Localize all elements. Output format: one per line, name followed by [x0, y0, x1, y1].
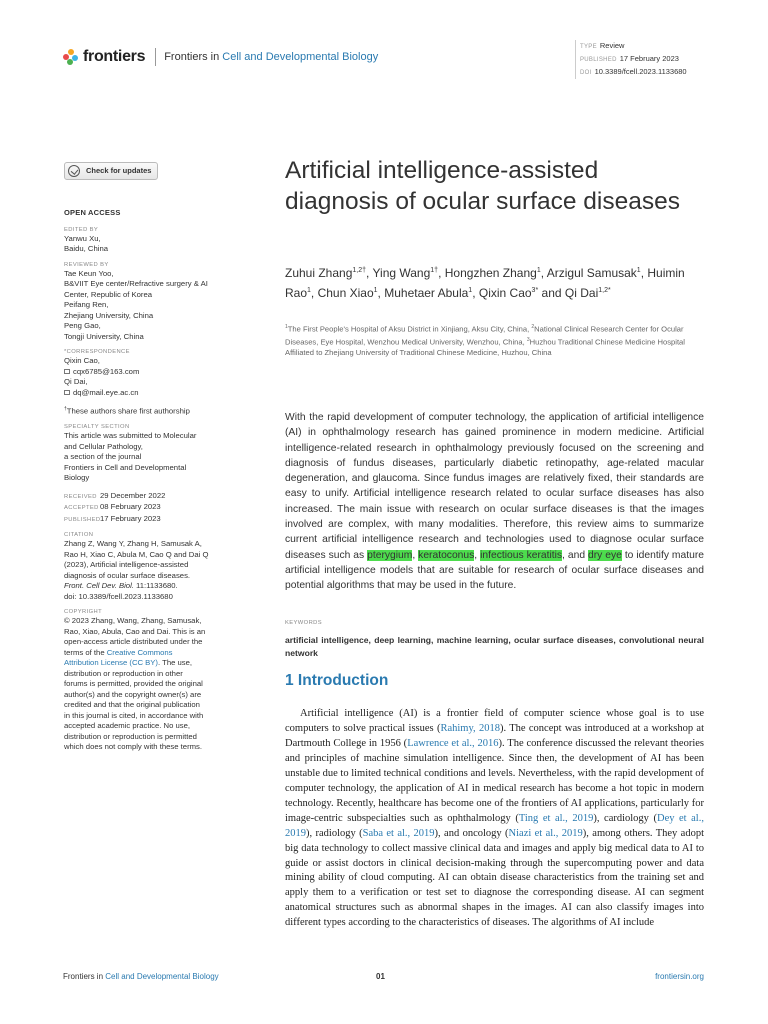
header-divider — [155, 48, 156, 66]
open-access-label: OPEN ACCESS — [64, 208, 121, 217]
keywords-label: KEYWORDS — [285, 620, 323, 626]
shared-authorship-note: †These authors share first authorship — [64, 406, 190, 416]
mail-icon — [64, 369, 70, 374]
check-for-updates-button[interactable] — [64, 162, 158, 180]
citation-link[interactable]: Dey et al., 2019 — [285, 812, 704, 839]
affiliations: $^1$The First People's Hospital of Aksu District in Xinjiang, Aksu City, China, $^2$National Clinical Research Center for Ocular Diseases, Eye Hospital, Wenzhou Medical University, Wenzhou, China, $^3$Huzhou Traditional Chinese Medicine Hospital Affiliated to Zhejiang University of Traditional Chinese Medicine, Huzhou, China — [285, 324, 685, 358]
citation-link[interactable]: Niazi et al., 2019 — [508, 827, 583, 839]
article-type: TYPE Review — [580, 41, 625, 50]
mail-icon — [64, 390, 70, 395]
footer-site-link[interactable]: frontiersin.org — [655, 972, 704, 981]
author[interactable]: Hongzhen Zhang$^1$ — [444, 266, 541, 280]
footer-journal[interactable]: Frontiers in Cell and Developmental Biology — [63, 972, 219, 981]
author[interactable]: Arzigul Samusak$^1$ — [546, 266, 641, 280]
citation-link[interactable]: Lawrence et al., 2016 — [407, 737, 499, 749]
citation-link[interactable]: Saba et al., 2019 — [362, 827, 435, 839]
abstract: With the rapid development of computer technology, the application of artificial intelligence (AI) in ophthalmology research has gained prominence in modern medicine. Artificial intelligence-related research in ophthalmology previously focused on the screening and diagnosis of fundus diseases, particularly diabetic retinopathy, age-related macular degeneration, and glaucoma. Since fundus images are relatively fixed, their standards are easy to unify. Artificial intelligence research related to ocular surface diseases has also increased. The main issue with research on ocular surface diseases is that the images involved are complex, with many modalities. Therefore, this review aims to summarize current artificial intelligence research and technologies used to diagnose ocular surface diseases such as pterygium, keratoconus, infectious keratitis, and dry eye to identify mature artificial intelligence models that are suitable for research of ocular surface diseases and potential algorithms that may be used in the future. — [285, 412, 704, 592]
author[interactable]: Zuhui Zhang$^{1,2\dagger}$ — [285, 266, 367, 280]
page-number: 01 — [376, 972, 385, 981]
frontiers-logo-icon — [63, 49, 79, 65]
email-link[interactable]: dq@mail.eye.ac.cn — [64, 388, 236, 399]
citation-link[interactable]: Ting et al., 2019 — [518, 812, 594, 824]
citation-label: CITATION — [64, 532, 94, 539]
author[interactable]: Ying Wang$^{1\dagger}$ — [372, 266, 439, 280]
article-published: PUBLISHED 17 February 2023 — [580, 54, 679, 63]
author[interactable]: Huimin Rao$^1$ — [285, 266, 685, 300]
copyright: © 2023 Zhang, Wang, Zhang, Samusak, Rao, Xiao, Abula, Cao and Dai. This is an open-access article distributed under the terms of the Creative Commons Attribution License (CC BY). The use, distribution or reproduction in other forums is permitted, provided the original author(s) and the copyright owner(s) are credited and that the original publication in this journal is cited, in accordance with accepted academic practice. No use, distribution or reproduction is permitted which does not comply with these terms. — [64, 616, 206, 752]
author[interactable]: Qixin Cao$^{3*}$ — [478, 286, 539, 300]
correspondence: Qixin Cao, cqx6785@163.com Qi Dai, dq@mail.eye.ac.cn — [64, 356, 236, 398]
specialty-section: This article was submitted to Molecular and Cellular Pathology, a section of the journal Frontiers in Cell and Developmental Biology — [64, 431, 197, 483]
author-list: Zuhui Zhang$^{1,2\dagger}$, Ying Wang$^{1\dagger}$, Hongzhen Zhang$^1$, Arzigul Samusak$^1$, Huimin Rao$^1$, Chun Xiao$^1$, Muhetaer Abula$^1$, Qixin Cao$^{3*}$ and Qi Dai$^{1,2*}$ — [285, 266, 685, 300]
journal-title: Cell and Developmental Biology — [222, 51, 379, 63]
journal-name[interactable] — [164, 51, 378, 63]
reviewed-by-label: REVIEWED BY — [64, 261, 109, 268]
frontiers-logo[interactable] — [63, 48, 378, 66]
edited-by: Yanwu Xu, Baidu, China — [64, 233, 109, 253]
highlight: dry eye — [588, 549, 622, 561]
sidebar — [64, 162, 236, 753]
article-meta — [575, 40, 687, 79]
correspondence-label: *CORRESPONDENCE — [64, 349, 130, 355]
license-link[interactable]: Attribution License (CC BY) — [64, 658, 158, 668]
body-paragraph: Artificial intelligence (AI) is a frontier field of computer science whose goal is to use computers to solve practical issues (Rahimy, 2018). The concept was introduced at a workshop at Dartmouth College in 1956 (Lawrence et al., 2016). The conference discussed the relevant theories and principles of machine simulation intelligence. Since then, the development of AI has been unstable due to limited technical conditions and levels. Nevertheless, with the rapid development of computer technology, the application of AI in medical research has become a hot topic in modern technology. Recently, healthcare has become one of the frontiers of AI applications, particularly for image-centric subspecialties such as ophthalmology (Ting et al., 2019), cardiology (Dey et al., 2019), radiology (Saba et al., 2019), and oncology (Niazi et al., 2019), among others. They adopt big data technology to collect massive clinical data and images and apply big medical data to AI to guide or assist doctors in clinical decision-making through the supercomputing power and data mining ability of cloud computing. AI can obtain disease characteristics from the training set and apply them to a verification or test set to diagnose the corresponding disease. AI can segment anatomical structures such as abnormal shapes in the images. AI can also classify images into different types according to the characteristics of diseases. The algorithms of AI include — [285, 708, 705, 929]
edited-by-label: EDITED BY — [64, 226, 99, 233]
highlight: pterygium — [367, 549, 413, 561]
reviewed-by: Tae Keun Yoo, B&VIIT Eye center/Refractive surgery & AI Center, Republic of Korea Peifang Ren, Zhejiang University, China Peng Gao, Tongji University, China — [64, 268, 208, 341]
section-heading: 1 Introduction — [285, 672, 389, 689]
citation: Zhang Z, Wang Y, Zhang H, Samusak A, Rao H, Xiao C, Abula M, Cao Q and Dai Q (2023), Artificial intelligence-assisted diagnosis of ocular surface diseases. Front. Cell Dev. Biol. 11:1133680. doi: 10.3389/fcell.2023.1133680 — [64, 539, 209, 601]
author[interactable]: Qi Dai$^{1,2*}$ — [564, 286, 611, 300]
check-for-updates-label: Check for updates — [86, 165, 152, 175]
article-title: Artificial intelligence-assisted diagnosis of ocular surface diseases — [285, 157, 680, 215]
highlight: keratoconus — [418, 549, 475, 561]
specialty-label: SPECIALTY SECTION — [64, 424, 130, 431]
journal-prefix: Frontiers in — [164, 51, 220, 63]
license-link[interactable]: Creative Commons — [106, 647, 173, 657]
article-dates: RECEIVED 29 December 2022 ACCEPTED08 February 2023 PUBLISHED17 February 2023 — [64, 490, 166, 523]
keywords: artificial intelligence, deep learning, machine learning, ocular surface diseases, convolutional neural network — [285, 635, 704, 658]
article-doi: DOI 10.3389/fcell.2023.1133680 — [580, 67, 687, 76]
author[interactable]: Muhetaer Abula$^1$ — [384, 286, 473, 300]
citation-link[interactable]: Rahimy, 2018 — [440, 722, 500, 734]
brand-name: frontiers — [83, 48, 146, 65]
check-icon — [68, 165, 80, 177]
email-link[interactable]: cqx6785@163.com — [64, 367, 236, 378]
highlight: infectious keratitis — [480, 549, 563, 561]
author[interactable]: Chun Xiao$^1$ — [317, 286, 378, 300]
copyright-label: COPYRIGHT — [64, 609, 103, 616]
